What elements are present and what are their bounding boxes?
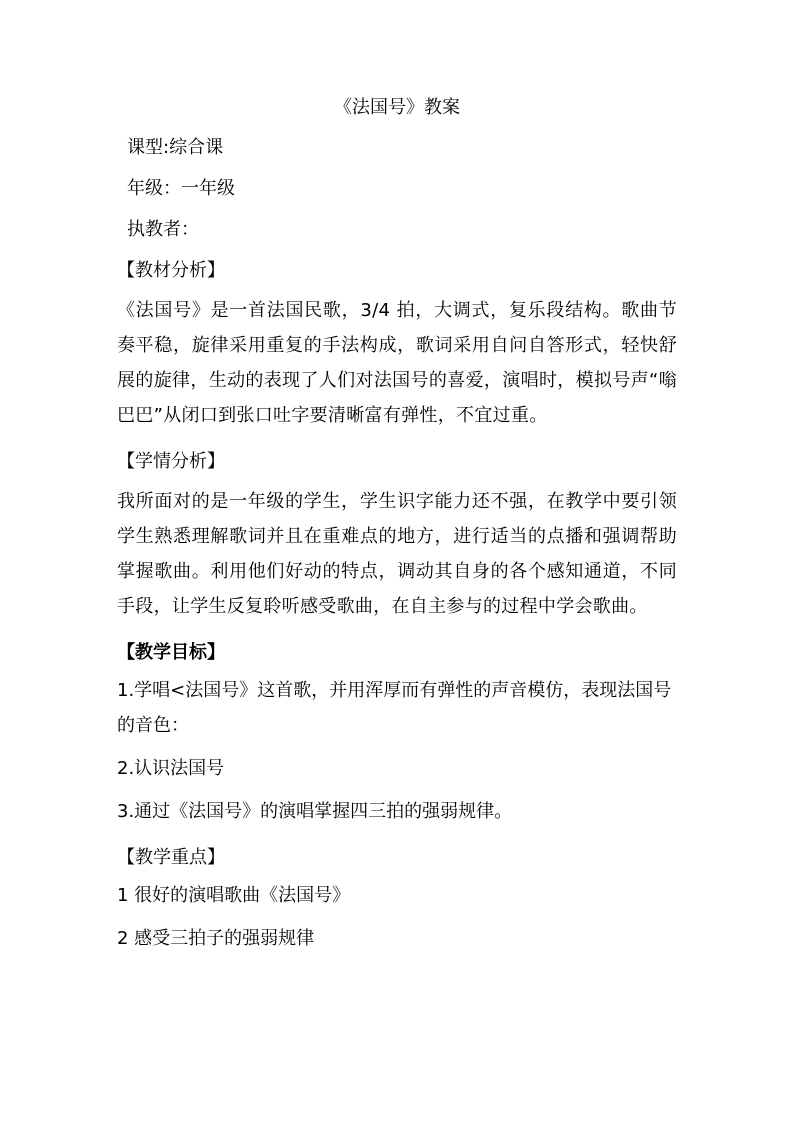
teacher: 执教者： bbox=[127, 219, 199, 240]
section-heading-key-points: 【教学重点】 bbox=[117, 847, 225, 868]
course-type: 课型:综合课 bbox=[127, 137, 224, 158]
key-point-item: 2 感受三拍子的强弱规律 bbox=[117, 928, 315, 949]
grade: 年级：一年级 bbox=[127, 178, 235, 199]
teaching-goal-item: 3.通过《法国号》的演唱掌握四三拍的强弱规律。 bbox=[117, 801, 513, 822]
section-heading-teaching-goals: 【教学目标】 bbox=[117, 642, 225, 663]
document-title: 《法国号》教案 bbox=[334, 97, 460, 118]
teaching-goal-item: 1.学唱<法国号》这首歌，并用浑厚而有弹性的声音模仿，表现法国号的音色： bbox=[117, 680, 672, 736]
key-point-item: 1 很好的演唱歌曲《法国号》 bbox=[117, 885, 351, 906]
section-body-material-analysis: 《法国号》是一首法国民歌，3/4 拍，大调式，复乐段结构。歌曲节奏平稳，旋律采用重复的手法构成，歌词采用自问自答形式，轻快舒展的旋律，生动的表现了人们对法国号的喜爱，演唱时，模拟号声“嗡巴巴”从闭口到张口吐字要清晰富有弹性，不宜过重。 bbox=[117, 300, 677, 426]
section-heading-material-analysis: 【教材分析】 bbox=[117, 260, 225, 281]
section-body-student-analysis: 我所面对的是一年级的学生，学生识字能力还不强，在教学中要引领学生熟悉理解歌词并且在重难点的地方，进行适当的点播和强调帮助掌握歌曲。利用他们好动的特点，调动其自身的各个感知通道，不同手段，让学生反复聆听感受歌曲，在自主参与的过程中学会歌曲。 bbox=[117, 491, 677, 617]
teaching-goal-item: 2.认识法国号 bbox=[117, 758, 225, 779]
section-heading-student-analysis: 【学情分析】 bbox=[117, 451, 225, 472]
document-content bbox=[117, 96, 677, 956]
